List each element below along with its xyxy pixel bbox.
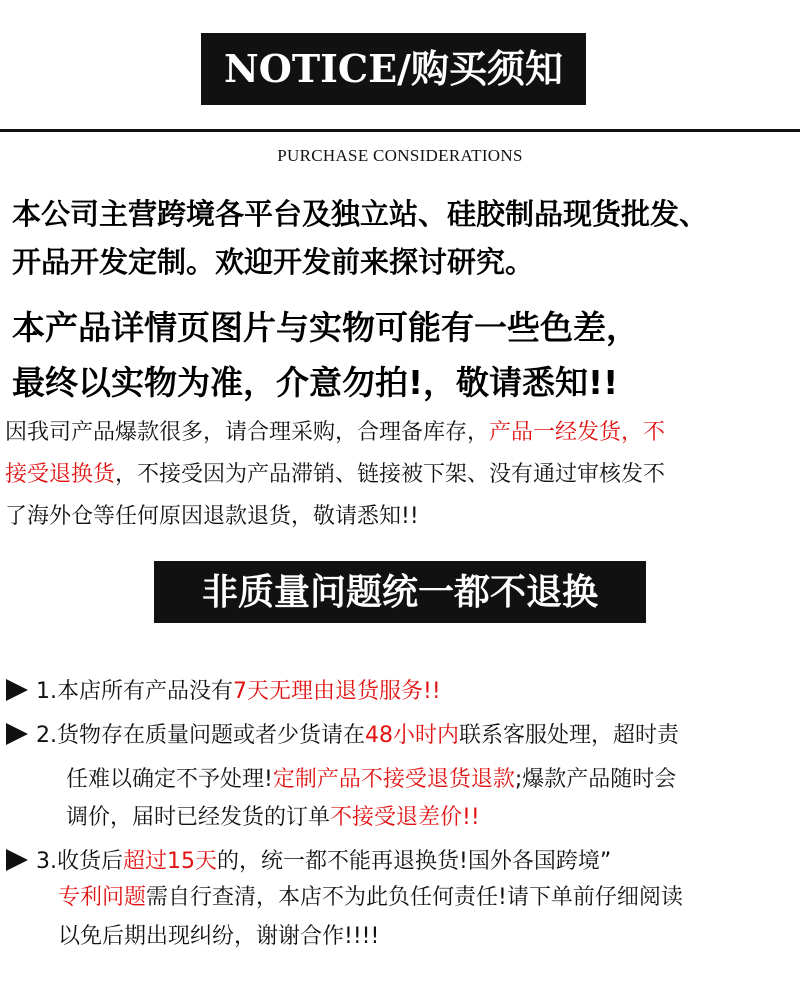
rule-2-line-1 xyxy=(6,714,800,758)
color-difference-warning-line-2: 最终以实物为准，介意勿拍!，敬请悉知!! xyxy=(12,363,619,402)
rule-1-text: 1.本店所有产品没有 xyxy=(36,679,233,704)
rule-2-text: ;爆款产品随时会 xyxy=(514,767,677,792)
rule-2-text: 调价，届时已经发货的订单 xyxy=(66,805,331,830)
notice-highlight: 产品一经发货，不 xyxy=(489,420,666,445)
rule-1-highlight: 7天无理由退货服务!! xyxy=(233,679,441,704)
rule-3-line-3: 以免后期出现纠纷，谢谢合作!!!! xyxy=(58,924,380,949)
notice-text: ，不接受因为产品滞销、链接被下架、没有通过审核发不 xyxy=(115,462,666,487)
rule-3-highlight: 专利问题 xyxy=(58,885,147,910)
no-return-banner-text: 非质量问题统一都不退换 xyxy=(201,571,598,613)
rule-3-line-2 xyxy=(58,876,800,920)
color-difference-warning-line-1: 本产品详情页图片与实物可能有一些色差， xyxy=(12,308,639,347)
rule-2-highlight: 48小时内 xyxy=(365,723,459,748)
notice-highlight: 接受退换货 xyxy=(5,462,116,487)
rule-1 xyxy=(6,670,800,714)
rule-3-text: 3.收货后 xyxy=(36,849,123,874)
rule-2-text: 2.货物存在质量问题或者少货请在 xyxy=(36,723,365,748)
rule-2-highlight: 不接受退差价!! xyxy=(330,805,480,830)
rule-2-line-3 xyxy=(66,796,800,840)
rule-3-text: 需自行查清，本店不为此负任何责任!请下单前仔细阅读 xyxy=(146,885,683,910)
arrow-bullet-icon xyxy=(6,679,28,701)
rule-2-text: 任难以确定不予处理! xyxy=(66,767,273,792)
arrow-bullet-icon xyxy=(6,723,28,745)
return-notice-line-3: 了海外仓等任何原因退款退货，敬请悉知!! xyxy=(5,504,419,529)
purchase-considerations-subtitle: PURCHASE CONSIDERATIONS xyxy=(277,146,523,165)
rule-3-highlight: 超过15天 xyxy=(123,849,217,874)
return-notice-line-1 xyxy=(5,412,797,454)
notice-title: NOTICE/购买须知 xyxy=(224,46,563,91)
notice-text: 因我司产品爆款很多，请合理采购，合理备库存， xyxy=(5,420,490,445)
no-return-banner xyxy=(154,561,646,623)
divider-rule xyxy=(0,129,800,132)
notice-title-banner xyxy=(201,33,586,105)
rule-2-highlight: 定制产品不接受退货退款 xyxy=(272,767,515,792)
arrow-bullet-icon xyxy=(6,849,28,871)
return-notice-line-2 xyxy=(5,454,797,496)
company-intro-line-2: 开品开发定制。欢迎开发前来探讨研究。 xyxy=(12,245,535,279)
rule-2-text: 联系客服处理，超时责 xyxy=(459,723,680,748)
company-intro-line-1: 本公司主营跨境各平台及独立站、硅胶制品现货批发、 xyxy=(12,197,709,231)
rule-3-text: 的，统一都不能再退换货!国外各国跨境” xyxy=(217,849,612,874)
